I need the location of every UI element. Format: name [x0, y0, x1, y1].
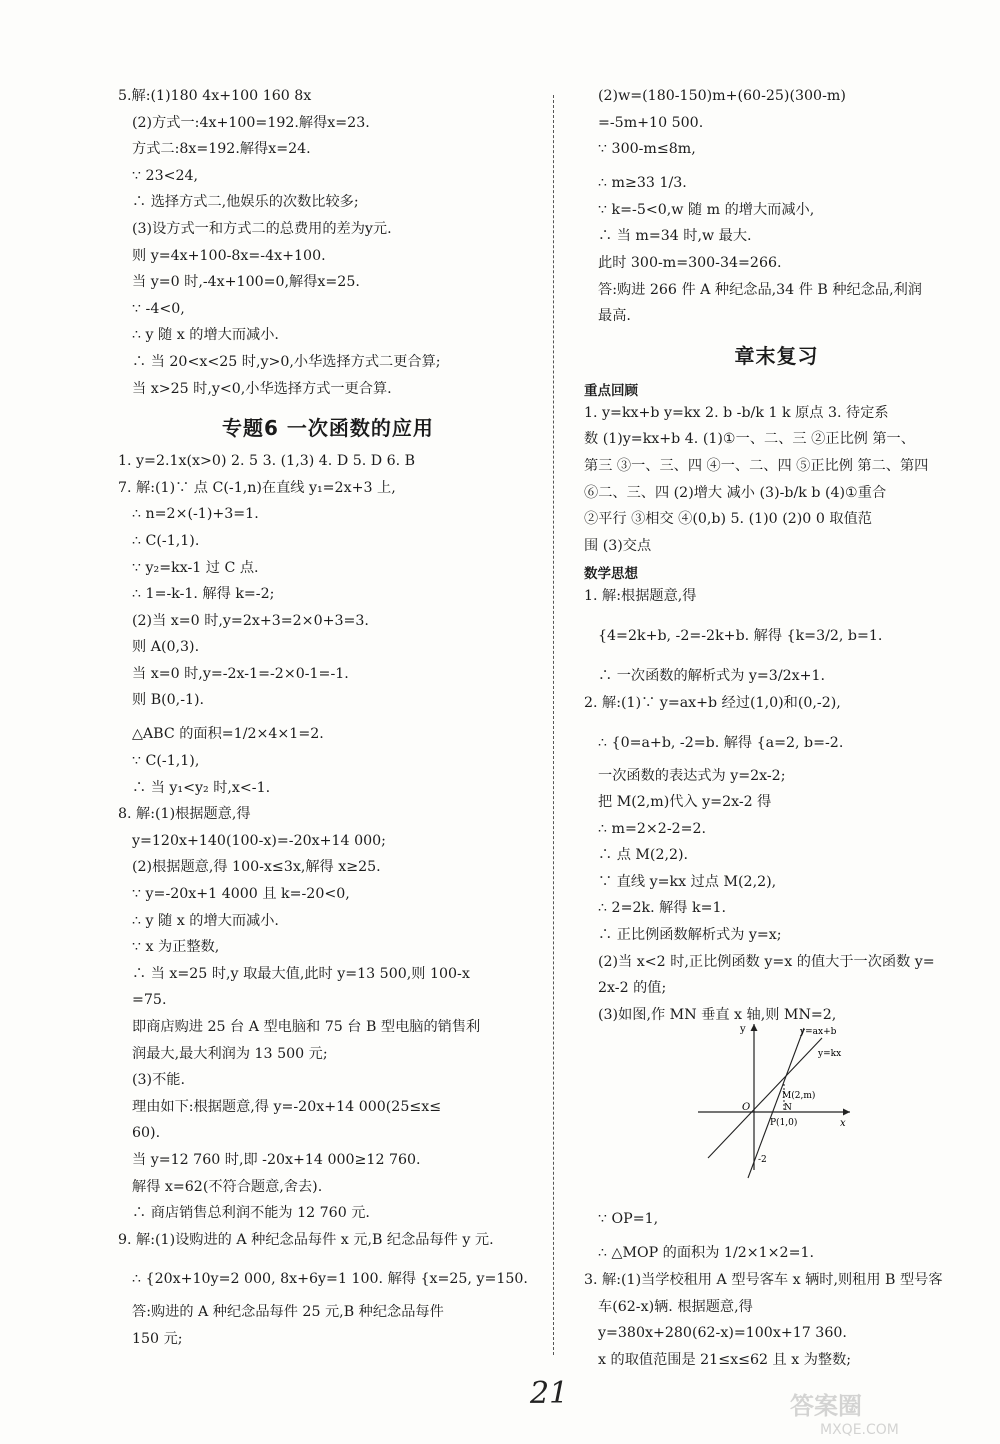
- text-line: ∵ OP=1,: [598, 1211, 659, 1228]
- text-line: ∴ 当 m=34 时,w 最大.: [598, 228, 752, 245]
- left-column: [118, 86, 538, 1356]
- text-line: y=120x+140(100-x)=-20x+14 000;: [132, 832, 386, 849]
- text-line: (3)不能.: [132, 1072, 185, 1089]
- text-line: 第三 ③一、三、四 ④一、二、四 ⑤正比例 第二、第四: [584, 457, 929, 474]
- text-line: 150 元;: [132, 1330, 183, 1347]
- text-line: 围 (3)交点: [584, 537, 652, 554]
- text-line: 则 y=4x+100-8x=-4x+100.: [132, 247, 326, 264]
- text-line: 答:购进的 A 种纪念品每件 25 元,B 种纪念品每件: [132, 1304, 444, 1321]
- x-axis-label: x: [840, 1118, 846, 1129]
- text-line: ∴ {20x+10y=2 000, 8x+6y=1 100. 解得 {x=25, y=150.: [132, 1271, 528, 1288]
- text-line: 1. 解:根据题意,得: [584, 588, 697, 605]
- text-line: 当 y=0 时,-4x+100=0,解得x=25.: [132, 274, 360, 291]
- origin-label: O: [742, 1102, 751, 1113]
- section-heading: 章末复习: [734, 343, 819, 368]
- text-line: 当 x>25 时,y<0,小华选择方式一更合算.: [132, 380, 392, 397]
- text-line: ∴ m≥33 1/3.: [598, 174, 687, 191]
- text-line: y=380x+280(62-x)=100x+17 360.: [598, 1325, 847, 1342]
- text-line: ∴ 正比例函数解析式为 y=x;: [598, 927, 782, 944]
- text-line: ∴ y 随 x 的增大而减小.: [132, 912, 279, 929]
- watermark-logo: [780, 1388, 985, 1438]
- right-column: [584, 86, 969, 1376]
- text-line: (2)当 x=0 时,y=2x+3=2×0+3=3.: [132, 612, 369, 629]
- text-line: =75.: [132, 992, 167, 1009]
- point-n-label: N: [784, 1103, 792, 1113]
- text-line: ∵ -4<0,: [132, 300, 185, 317]
- point-m-label: M(2,m): [782, 1091, 816, 1101]
- text-line: 9. 解:(1)设购进的 A 种纪念品每件 x 元,B 纪念品每件 y 元.: [118, 1231, 494, 1248]
- text-line: 一次函数的表达式为 y=2x-2;: [598, 767, 786, 784]
- text-line: 方式二:8x=192.解得x=24.: [132, 141, 311, 158]
- text-line: ∵ 23<24,: [132, 167, 199, 184]
- text-line: 润最大,最大利润为 13 500 元;: [132, 1045, 328, 1062]
- text-line: ∴ 当 x=25 时,y 取最大值,此时 y=13 500,则 100-x: [132, 965, 470, 982]
- section-heading: 专题6 一次函数的应用: [222, 416, 434, 441]
- text-line: 1. y=kx+b y=kx 2. b -b/k 1 k 原点 3. 待定系: [584, 404, 889, 421]
- text-line: 理由如下:根据题意,得 y=-20x+14 000(25≤x≤: [132, 1098, 442, 1115]
- text-line: (2)根据题意,得 100-x≤3x,解得 x≥25.: [132, 859, 381, 876]
- watermark-url: MXQE.COM: [820, 1422, 899, 1438]
- text-line: ∴ 一次函数的解析式为 y=3/2x+1.: [598, 667, 826, 684]
- text-line: (3)设方式一和方式二的总费用的差为y元.: [132, 220, 392, 237]
- text-line: ∵ x 为正整数,: [132, 939, 220, 956]
- page-number: 21: [530, 1376, 569, 1411]
- text-line: 当 x=0 时,y=-2x-1=-2×0-1=-1.: [132, 665, 349, 682]
- text-line: ∴ {0=a+b, -2=b. 解得 {a=2, b=-2.: [598, 734, 844, 751]
- text-line: (2)当 x<2 时,正比例函数 y=x 的值大于一次函数 y=: [598, 953, 935, 970]
- text-line: ∴ △MOP 的面积为 1/2×1×2=1.: [598, 1245, 815, 1262]
- text-line: 则 A(0,3).: [132, 639, 200, 656]
- text-line: ∴ 当 y₁<y₂ 时,x<-1.: [132, 779, 271, 796]
- text-line: 则 B(0,-1).: [132, 692, 205, 709]
- text-line: (3)如图,作 MN 垂直 x 轴,则 MN=2,: [598, 1006, 837, 1023]
- text-line: ∵ k=-5<0,w 随 m 的增大而减小,: [598, 201, 815, 218]
- section-heading: 数学思想: [584, 566, 638, 583]
- line-ax-b: [748, 1028, 804, 1178]
- text-line: 3. 解:(1)当学校租用 A 型号客车 x 辆时,则租用 B 型号客: [584, 1272, 943, 1289]
- text-line: ∵ 300-m≤8m,: [598, 141, 696, 158]
- text-line: 即商店购进 25 台 A 型电脑和 75 台 B 型电脑的销售利: [132, 1019, 481, 1035]
- text-line: 数 (1)y=kx+b 4. (1)①一、二、三 ②正比例 第一、: [584, 431, 915, 448]
- line1-label: y=ax+b: [800, 1027, 837, 1037]
- text-line: △ABC 的面积=1/2×4×1=2.: [132, 726, 324, 743]
- text-line: x 的取值范围是 21≤x≤62 且 x 为整数;: [598, 1351, 852, 1368]
- text-line: 1. y=2.1x(x>0) 2. 5 3. (1,3) 4. D 5. D 6. B: [118, 453, 416, 470]
- text-line: (2)w=(180-150)m+(60-25)(300-m): [598, 88, 846, 104]
- text-line: ∵ y=-20x+1 4000 且 k=-20<0,: [132, 886, 350, 903]
- text-line: 答:购进 266 件 A 种纪念品,34 件 B 种纪念品,利润: [598, 281, 922, 298]
- text-line: ∴ n=2×(-1)+3=1.: [132, 506, 259, 523]
- text-line: ∴ 1=-k-1. 解得 k=-2;: [132, 586, 275, 603]
- text-line: ∵ y₂=kx-1 过 C 点.: [132, 559, 259, 576]
- watermark-text: 答案圈: [790, 1392, 862, 1420]
- line2-label: y=kx: [818, 1049, 842, 1059]
- text-line: ∴ 商店销售总利润不能为 12 760 元.: [132, 1205, 370, 1222]
- text-line: 当 y=12 760 时,即 -20x+14 000≥12 760.: [132, 1151, 421, 1168]
- text-line: ②平行 ③相交 ④(0,b) 5. (1)0 (2)0 0 取值范: [584, 511, 872, 528]
- text-line: 7. 解:(1)∵ 点 C(-1,n)在直线 y₁=2x+3 上,: [118, 479, 396, 496]
- text-line: 2x-2 的值;: [598, 980, 667, 997]
- text-line: 车(62-x)辆. 根据题意,得: [598, 1298, 753, 1315]
- text-line: ⑥二、三、四 (2)增大 减小 (3)-b/k b (4)①重合: [584, 484, 887, 501]
- function-graph: [690, 1020, 860, 1180]
- text-line: =-5m+10 500.: [598, 114, 704, 131]
- text-line: (2)方式一:4x+100=192.解得x=23.: [132, 114, 370, 131]
- section-heading: 重点回顾: [584, 382, 638, 399]
- text-line: ∴ 当 20<x<25 时,y>0,小华选择方式二更合算;: [132, 353, 441, 370]
- text-line: 把 M(2,m)代入 y=2x-2 得: [598, 794, 772, 811]
- text-line: ∴ 点 M(2,2).: [598, 847, 689, 864]
- neg2-label: -2: [758, 1155, 767, 1165]
- text-line: ∴ m=2×2-2=2.: [598, 820, 707, 837]
- column-divider: [553, 95, 554, 1355]
- text-line: 此时 300-m=300-34=266.: [598, 254, 782, 271]
- text-line: 8. 解:(1)根据题意,得: [118, 806, 251, 823]
- text-line: 2. 解:(1)∵ y=ax+b 经过(1,0)和(0,-2),: [584, 694, 841, 711]
- text-line: {4=2k+b, -2=-2k+b. 解得 {k=3/2, b=1.: [598, 627, 883, 644]
- text-line: ∵ C(-1,1),: [132, 753, 200, 770]
- text-line: 60).: [132, 1125, 161, 1142]
- text-line: ∵ 直线 y=kx 过点 M(2,2),: [598, 873, 777, 890]
- text-line: 解得 x=62(不符合题意,舍去).: [132, 1178, 323, 1195]
- text-line: 5.解:(1)180 4x+100 160 8x: [118, 88, 312, 104]
- text-line: ∴ C(-1,1).: [132, 532, 200, 549]
- y-axis-label: y: [740, 1024, 746, 1035]
- text-line: ∴ 2=2k. 解得 k=1.: [598, 900, 726, 917]
- point-p-label: P(1,0): [770, 1118, 798, 1128]
- text-line: ∴ 选择方式二,他娱乐的次数比较多;: [132, 194, 359, 211]
- text-line: ∴ y 随 x 的增大而减小.: [132, 327, 279, 344]
- text-line: 最高.: [598, 308, 631, 325]
